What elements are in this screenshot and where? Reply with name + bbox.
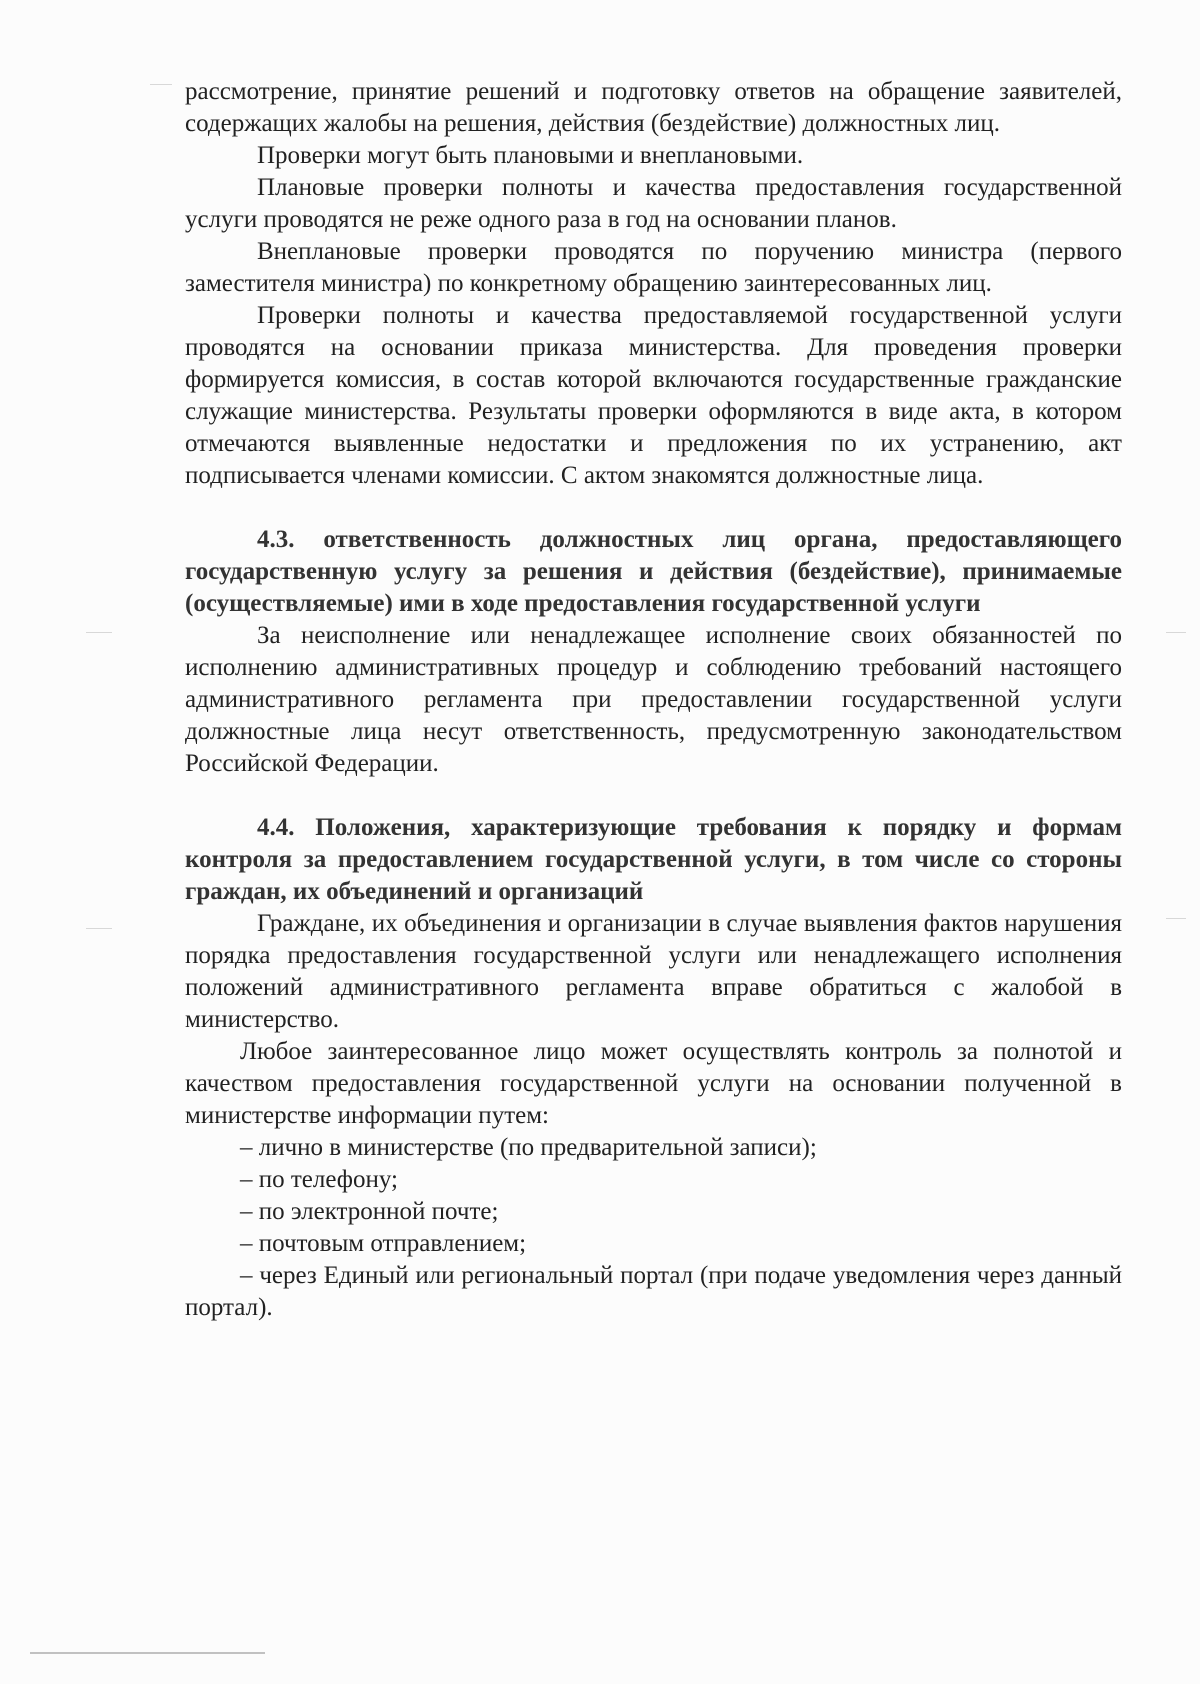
- paragraph-check-types: Проверки могут быть плановыми и внеплановыми.: [257, 142, 804, 169]
- scan-speck: [150, 84, 172, 85]
- paragraph-planned-checks: Плановые проверки полноты и качества предоставления государственной услуги проводятся не реже одного раза в год на основании планов.: [185, 174, 1122, 233]
- scan-speck: [86, 928, 112, 929]
- paragraph-public-control: Любое заинтересованное лицо может осуществлять контроль за полнотой и качеством предоставления государственной услуги на основании полученной в министерстве информации путем:: [185, 1038, 1122, 1129]
- scan-speck: [86, 632, 112, 633]
- paragraph-responsibility: За неисполнение или ненадлежащее исполнение своих обязанностей по исполнению административных процедур и соблюдению требований настоящего административного регламента при предоставлении государственной услуги должностные лица несут ответственность, предусмотренную законодательством Российской Федерации.: [185, 622, 1122, 777]
- section-heading-4-3: 4.3. ответственность должностных лиц органа, предоставляющего государственную услугу за решения и действия (бездействие), принимаемые (осуществляемые) ими в ходе предоставления государственной услуги: [185, 526, 1122, 617]
- paragraph-unplanned-checks: Внеплановые проверки проводятся по поручению министра (первого заместителя министра) по конкретному обращению заинтересованных лиц.: [185, 238, 1122, 297]
- list-item-in-person: – лично в министерстве (по предварительной записи);: [240, 1134, 817, 1161]
- paragraph-check-procedure: Проверки полноты и качества предоставляемой государственной услуги проводятся на основании приказа министерства. Для проведения проверки формируется комиссия, в состав которой включаются государственные гражданские служащие министерства. Результаты проверки оформляются в виде акта, в котором отмечаются выявленные недостатки и предложения по их устранению, акт подписывается членами комиссии. С актом знакомятся должностные лица.: [185, 302, 1122, 489]
- scan-edge-line: [30, 1652, 265, 1654]
- list-item-email: – по электронной почте;: [240, 1198, 499, 1225]
- document-body: [185, 76, 1122, 1324]
- list-item-phone: – по телефону;: [240, 1166, 398, 1193]
- paragraph-citizens-complaint: Граждане, их объединения и организации в случае выявления фактов нарушения порядка предоставления государственной услуги или ненадлежащего исполнения положений административного регламента вправе обратиться с жалобой в министерство.: [185, 910, 1122, 1033]
- scan-speck: [1166, 918, 1186, 919]
- list-item-portal: – через Единый или региональный портал (при подаче уведомления через данный портал).: [185, 1262, 1122, 1321]
- scan-speck: [1166, 632, 1186, 633]
- section-heading-4-4: 4.4. Положения, характеризующие требования к порядку и формам контроля за предоставлением государственной услуги, в том числе со стороны граждан, их объединений и организаций: [185, 814, 1122, 905]
- paragraph-continuation: рассмотрение, принятие решений и подготовку ответов на обращение заявителей, содержащих жалобы на решения, действия (бездействие) должностных лиц.: [185, 78, 1122, 137]
- list-item-post: – почтовым отправлением;: [240, 1230, 527, 1257]
